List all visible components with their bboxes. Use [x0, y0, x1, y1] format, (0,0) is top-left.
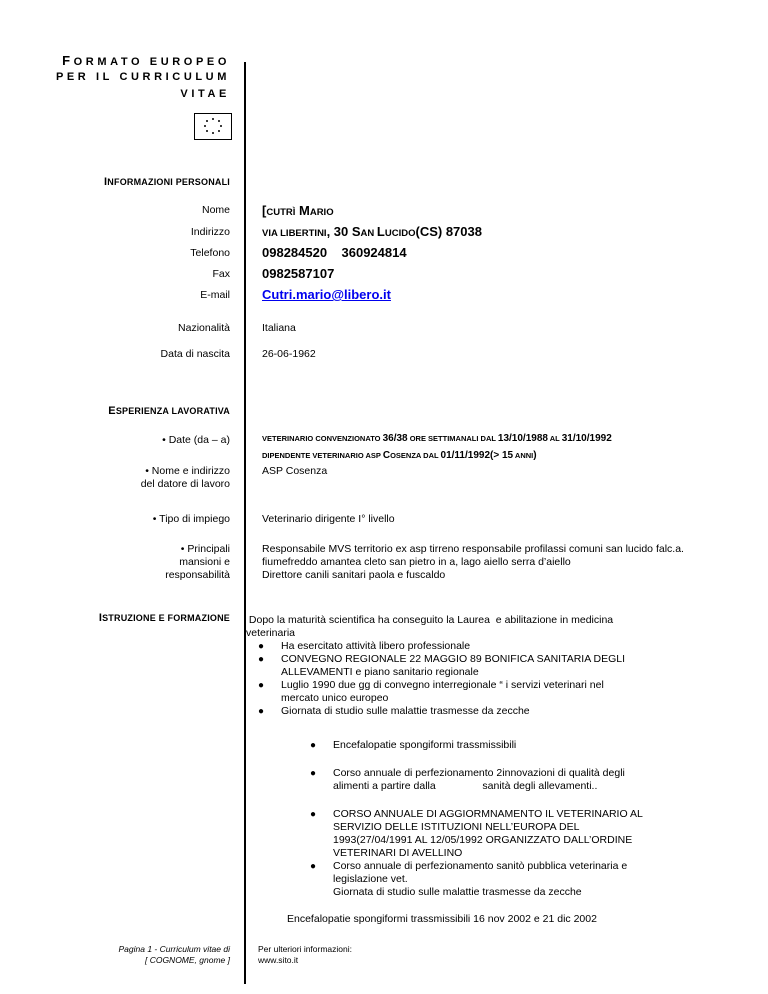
column-divider — [244, 62, 246, 984]
experience-line-1: VETERINARIO CONVENZIONATO 36/38 ORE SETTIMANALI DAL 13/10/1988 AL 31/10/1992 — [262, 433, 612, 444]
fax-value: 0982587107 — [262, 266, 335, 281]
section-experience: ESPERIENZA LAVORATIVA — [108, 405, 230, 417]
edu-bullet-1: ● Ha esercitato attività libero professionale — [258, 640, 471, 652]
footer-page-info: Pagina 1 - Curriculum vitae di [ COGNOME, gnome ] — [118, 944, 230, 965]
education-last-line: Encefalopatie spongiformi trassmissibili 16 nov 2002 e 21 dic 2002 — [287, 913, 597, 925]
mansioni-value: Responsabile MVS territorio ex asp tirreno responsabile profilassi comuni san lucido falc.a. fiumefreddo amantea cleto san pietro in a, lago aiello serra d’aiello Direttore canili sanitari paola e fuscaldo — [262, 543, 684, 581]
nascita-value: 26-06-1962 — [262, 348, 316, 360]
date-label: • Date (da – a) — [162, 434, 230, 446]
edu-bullet-4: ● Giornata di studio sulle malattie trasmesse da zecche — [258, 705, 530, 717]
edu-sub-bullet-1: ● Encefalopatie spongiformi trassmissibili — [310, 739, 517, 751]
nazionalita-value: Italiana — [262, 322, 296, 334]
experience-line-2: DIPENDENTE VETERINARIO ASP COSENZA DAL 01/11/1992(> 15 ANNI) — [262, 450, 537, 461]
nazionalita-label: Nazionalità — [178, 322, 230, 334]
datore-value: ASP Cosenza — [262, 465, 328, 477]
nome-value: [CUTRÌ MARIO — [262, 203, 334, 218]
edu-sub-bullet-2: ● Corso annuale di perfezionamento 2innovazioni di qualità degli alimenti a partire dalla sanità degli allevamenti.. — [310, 767, 625, 792]
edu-sub-bullet-4: ● Corso annuale di perfezionamento sanitò pubblica veterinaria e legislazione vet. Giornata di studio sulle malattie trasmesse da zecche — [310, 860, 628, 898]
tipo-label: • Tipo di impiego — [152, 513, 230, 525]
fax-label: Fax — [212, 268, 230, 280]
mansioni-label: • Principali mansioni e responsabilità — [165, 543, 230, 581]
indirizzo-label: Indirizzo — [190, 226, 230, 238]
datore-label: • Nome e indirizzo del datore di lavoro — [140, 465, 230, 490]
edu-sub-bullet-3: ● CORSO ANNUALE DI AGGIORMNAMENTO IL VETERINARIO AL SERVIZIO DELLE ISTITUZIONI NELL’EUROPA DEL 1993(27/04/1991 AL 12/05/1992 ORGANIZZATO DALL’ORDINE VETERINARI DI AVELLINO — [310, 808, 643, 859]
telefono-label: Telefono — [190, 247, 230, 259]
telefono-value: 098284520 360924814 — [262, 245, 407, 260]
title-line-1: FORMATO EUROPEO — [62, 53, 230, 68]
section-education: ISTRUZIONE E FORMAZIONE — [98, 612, 230, 624]
title-line-2: PER IL CURRICULUM — [55, 71, 230, 83]
email-link[interactable]: Cutri.mario@libero.it — [262, 287, 391, 302]
nome-label: Nome — [201, 204, 230, 216]
edu-bullet-2: ● CONVEGNO REGIONALE 22 MAGGIO 89 BONIFICA SANITARIA DEGLI ALLEVAMENTI e piano sanitario regionale — [258, 653, 626, 678]
indirizzo-value: VIA LIBERTINI, 30 SAN LUCIDO(CS) 87038 — [262, 224, 482, 239]
eu-flag-icon — [194, 113, 232, 140]
email-label: E-mail — [200, 289, 230, 301]
section-personal-info: INFORMAZIONI PERSONALI — [104, 176, 230, 188]
nascita-label: Data di nascita — [160, 348, 230, 360]
tipo-value: Veterinario dirigente I° livello — [262, 513, 395, 525]
edu-bullet-3: ● Luglio 1990 due gg di convegno interregionale “ i servizi veterinari nel mercato unico europeo — [258, 679, 604, 704]
footer-more-info: Per ulteriori informazioni: www.sito.it — [258, 944, 353, 965]
education-intro: Dopo la maturità scientifica ha conseguito la Laurea e abilitazione in medicina veterinaria — [246, 614, 614, 639]
title-line-3: VITAE — [180, 88, 230, 100]
